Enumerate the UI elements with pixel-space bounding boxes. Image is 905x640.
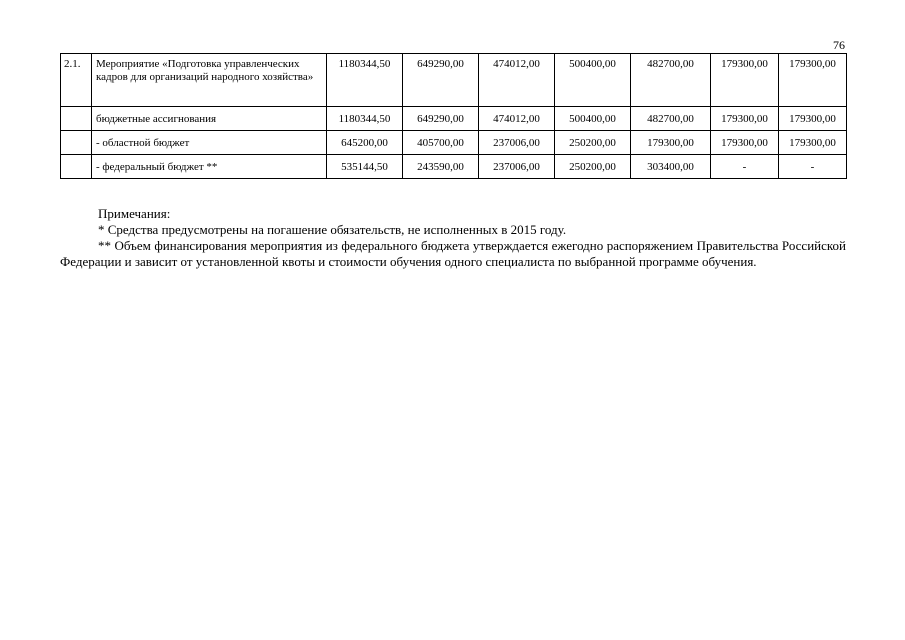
table-cell: - bbox=[711, 155, 779, 179]
table-cell: 237006,00 bbox=[479, 131, 555, 155]
table-cell: 474012,00 bbox=[479, 107, 555, 131]
table-cell: 1180344,50 bbox=[327, 54, 403, 107]
table-cell: 500400,00 bbox=[555, 107, 631, 131]
table-row bbox=[61, 131, 847, 155]
note-1: * Средства предусмотрены на погашение обязательств, не исполненных в 2015 году. bbox=[98, 222, 567, 237]
page-number: 76 bbox=[833, 38, 845, 52]
row-code bbox=[61, 107, 92, 131]
table-cell: 237006,00 bbox=[479, 155, 555, 179]
row-label: бюджетные ассигнования bbox=[92, 107, 327, 131]
table-cell: 250200,00 bbox=[555, 131, 631, 155]
note-2: ** Объем финансирования мероприятия из федерального бюджета утверждается ежегодно распоряжением Правительства Российской Федерации и зависит от установленной квоты и стоимости обучения одного специалиста по выбранной программе обучения. bbox=[60, 238, 846, 269]
table-cell: 179300,00 bbox=[711, 131, 779, 155]
row-label: Мероприятие «Подготовка управленческих кадров для организаций народного хозяйства» bbox=[92, 54, 327, 107]
notes-heading: Примечания: bbox=[98, 206, 171, 221]
table-cell: 179300,00 bbox=[711, 107, 779, 131]
table-cell: 250200,00 bbox=[555, 155, 631, 179]
row-code bbox=[61, 155, 92, 179]
table-cell: 649290,00 bbox=[403, 54, 479, 107]
table-cell: 649290,00 bbox=[403, 107, 479, 131]
table-cell: 179300,00 bbox=[779, 107, 847, 131]
table-row bbox=[61, 107, 847, 131]
table-cell: 179300,00 bbox=[779, 131, 847, 155]
table-cell: 482700,00 bbox=[631, 54, 711, 107]
table-cell: 535144,50 bbox=[327, 155, 403, 179]
table-row bbox=[61, 54, 847, 107]
table-cell: 179300,00 bbox=[631, 131, 711, 155]
row-code: 2.1. bbox=[61, 54, 92, 107]
row-label: - областной бюджет bbox=[92, 131, 327, 155]
table-cell: - bbox=[779, 155, 847, 179]
table-row bbox=[61, 155, 847, 179]
table-cell: 179300,00 bbox=[779, 54, 847, 107]
table-cell: 500400,00 bbox=[555, 54, 631, 107]
table-cell: 179300,00 bbox=[711, 54, 779, 107]
table-cell: 303400,00 bbox=[631, 155, 711, 179]
table-cell: 405700,00 bbox=[403, 131, 479, 155]
table-cell: 243590,00 bbox=[403, 155, 479, 179]
table-cell: 1180344,50 bbox=[327, 107, 403, 131]
notes-section bbox=[60, 206, 846, 270]
row-code bbox=[61, 131, 92, 155]
table-cell: 645200,00 bbox=[327, 131, 403, 155]
table-cell: 482700,00 bbox=[631, 107, 711, 131]
budget-table bbox=[60, 53, 847, 179]
table-cell: 474012,00 bbox=[479, 54, 555, 107]
row-label: - федеральный бюджет ** bbox=[92, 155, 327, 179]
